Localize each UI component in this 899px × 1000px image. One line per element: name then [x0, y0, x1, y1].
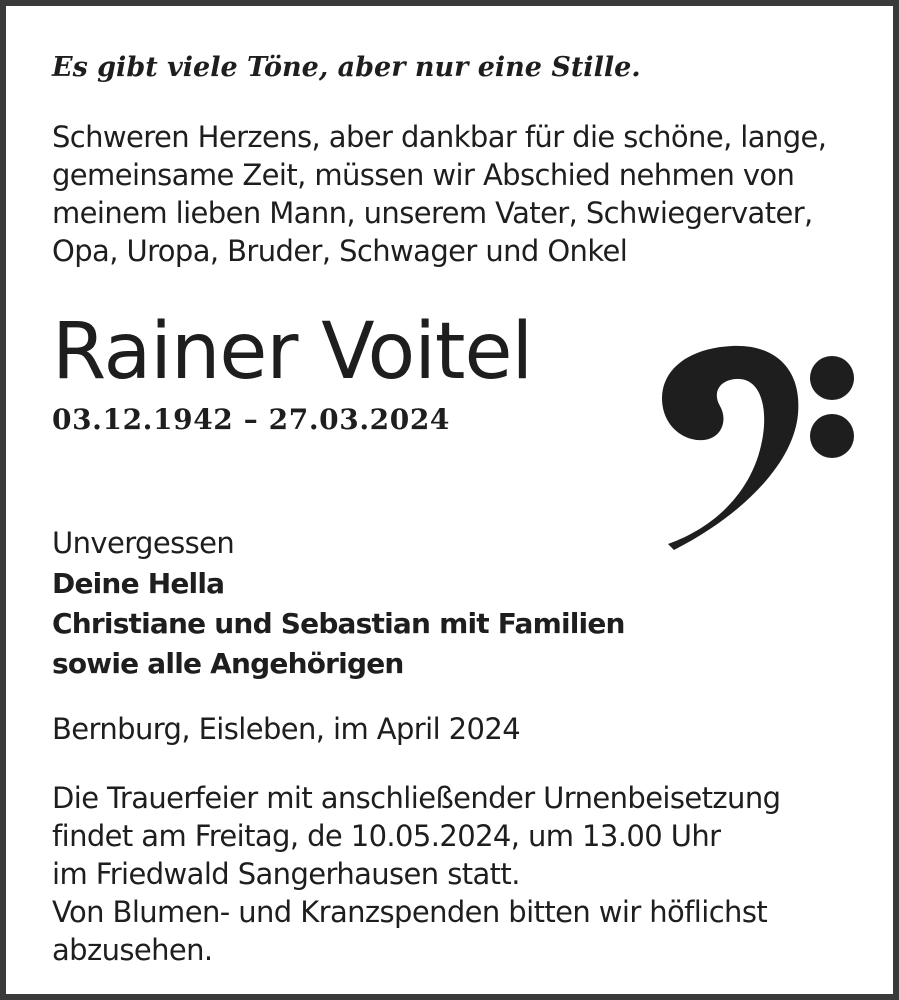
intro-line: gemeinsame Zeit, müssen wir Abschied nehmen von: [52, 158, 795, 192]
intro-line: meinem lieben Mann, unserem Vater, Schwiegervater,: [52, 196, 813, 230]
intro-text: [52, 118, 826, 270]
funeral-notice: [52, 779, 780, 969]
notice-line: abzusehen.: [52, 933, 213, 967]
notice-line: findet am Freitag, de 10.05.2024, um 13.00 Uhr: [52, 819, 721, 853]
signer-line: Deine Hella: [52, 567, 225, 600]
place-date: Bernburg, Eisleben, im April 2024: [52, 712, 521, 746]
closing-text: Unvergessen: [52, 526, 235, 560]
life-dates: 03.12.1942 – 27.03.2024: [52, 403, 451, 436]
notice-line: Von Blumen- und Kranzspenden bitten wir höflichst: [52, 895, 768, 929]
intro-line: Opa, Uropa, Bruder, Schwager und Onkel: [52, 234, 628, 268]
intro-line: Schweren Herzens, aber dankbar für die schöne, lange,: [52, 120, 827, 154]
bass-clef-icon: [660, 340, 860, 556]
signers: [52, 564, 625, 684]
signer-line: Christiane und Sebastian mit Familien: [52, 607, 625, 640]
signer-line: sowie alle Angehörigen: [52, 647, 404, 680]
deceased-name: Rainer Voitel: [52, 307, 533, 397]
notice-line: im Friedwald Sangerhausen statt.: [52, 857, 520, 891]
motto: Es gibt viele Töne, aber nur eine Stille.: [52, 52, 641, 83]
notice-line: Die Trauerfeier mit anschließender Urnenbeisetzung: [52, 781, 781, 815]
